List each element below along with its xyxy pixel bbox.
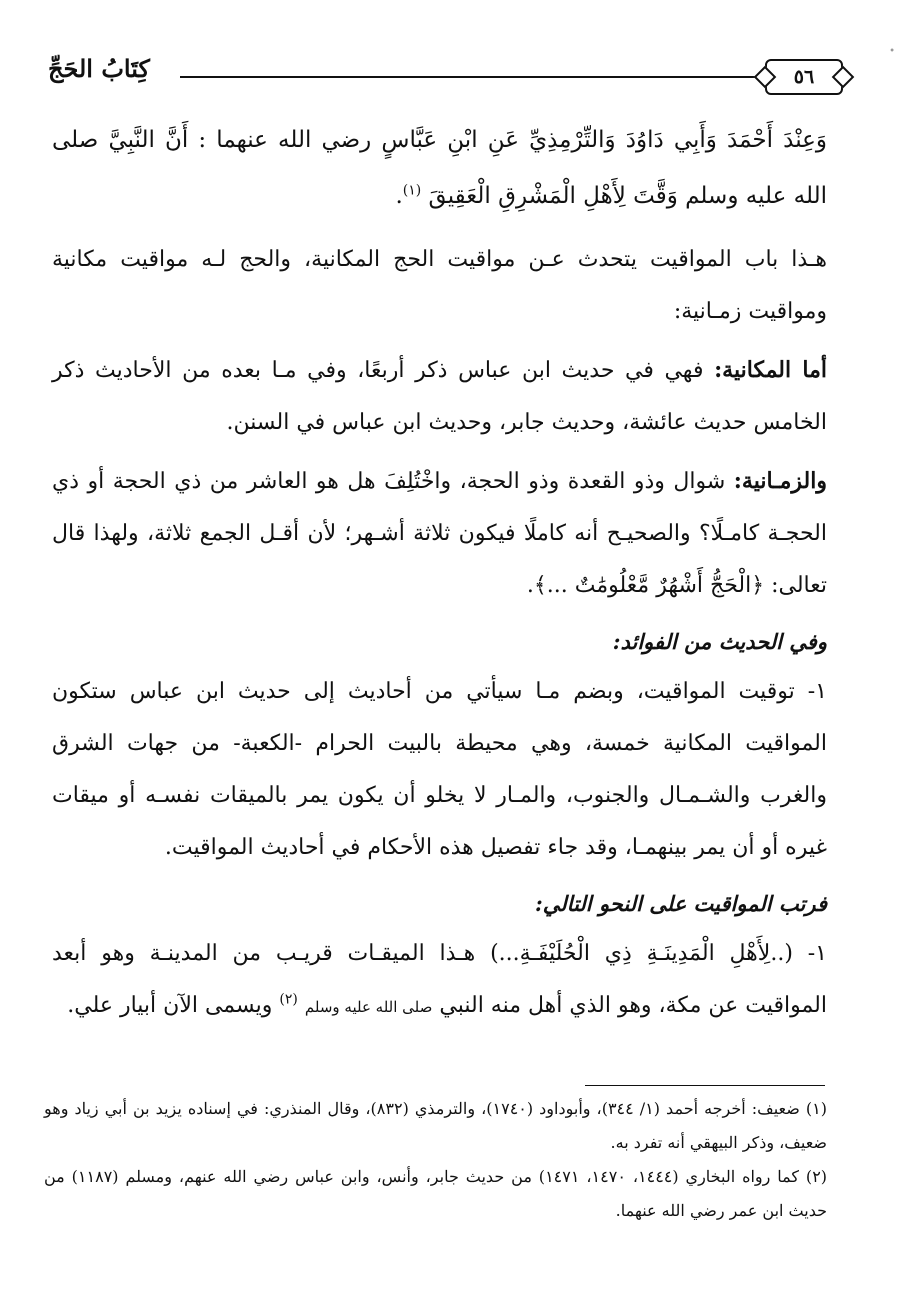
spatial-lead: أما المكانية:	[714, 357, 827, 383]
footnote-divider	[585, 1085, 825, 1086]
spatial-paragraph	[52, 344, 827, 449]
benefit-item-1: ١- توقيت المواقيت، وبضم مـا سيأتي من أحاديث إلى حديث ابن عباس ستكون المواقيت المكانية خمسة، وهي محيطة بالبيت الحرام -الكعبة- من جهات الشرق والغرب والشـمـال والجنوب، والمـار لا يخلو أن يكون يمر بالميقات نفسـه أو ميقات غيره أو أن يمر بينهمـا، وقد جاء تفصيل هذه الأحكام في أحاديث المواقيت.	[52, 679, 827, 860]
footnote-ref-2: (٢)	[279, 991, 298, 1008]
margin-dot: •	[889, 46, 895, 57]
order-item-1-text: ١- (..لِأَهْلِ الْمَدِينَـةِ ذِي الْحُلَيْفَـةِ...) هـذا الميقـات قريـب من المدينـة وهو أبعد المواقيت عن مكة، وهو الذي أهل منه النبي	[52, 941, 827, 1018]
temporal-lead: والزمـانية:	[733, 468, 827, 494]
hadith-text	[52, 112, 827, 224]
hadith-body: وَعِنْدَ أَحْمَدَ وَأَبِي دَاوُدَ وَالتِّرْمِذِيِّ عَنِ ابْنِ عَبَّاسٍ رضي الله عنهما : أَنَّ النَّبِيَّ صلى الله عليه وسلم وَقَّتَ لِأَهْلِ الْمَشْرِقِ الْعَقِيقَ	[52, 127, 827, 209]
temporal-paragraph	[52, 455, 827, 612]
benefits-heading: وفي الحديث من الفوائد:	[612, 629, 827, 654]
footnote-1: (١) ضعيف: أخرجه أحمد (١/ ٣٤٤)، وأبوداود (١٧٤٠)، والترمذي (٨٣٢)، وقال المنذري: في إسناده يزيد بن أبي زياد وهو ضعيف، وذكر البيهقي أنه تفرد به.	[44, 1099, 827, 1152]
hadith-end: .	[395, 183, 403, 209]
order-item-1	[52, 928, 827, 1033]
footnote-ref-1: (١)	[402, 182, 422, 199]
footnote-2: (٢) كما رواه البخاري (١٤٤٤، ١٤٧٠، ١٤٧١) من حديث جابر، وأنس، وابن عباس رضي الله عنهم، ومسلم (١١٨٧) من حديث ابن عمر رضي الله عنهما.	[44, 1167, 828, 1220]
page-header	[30, 48, 865, 108]
order-item-1-end: ويسمى الآن أبيار علي.	[67, 993, 273, 1018]
spatial-text: فهي في حديث ابن عباس ذكر أربعًا، وفي مـا بعده من الأحاديث ذكر الخامس حديث عائشة، وحديث جابر، وحديث ابن عباس في السنن.	[52, 358, 827, 435]
page-number: ٥٦	[765, 59, 843, 95]
book-title: كِتَابُ الحَجِّ	[48, 54, 150, 83]
order-heading: فرتب المواقيت على النحو التالي:	[535, 891, 827, 916]
temporal-text: شوال وذو القعدة وذو الحجة، واخْتُلِفَ هل هو العاشر من ذي الحجة أو ذي الحجـة كامـلًا؟ والصحيـح أنه كاملًا فيكون ثلاثة أشـهر؛ لأن أقـل الجمع ثلاثة، ولهذا قال تعالى: ﴿الْحَجُّ أَشْهُرٌ مَّعْلُومَٰتٌ ...﴾.	[52, 469, 827, 598]
main-text	[52, 112, 827, 1039]
salutation: صلى الله عليه وسلم	[304, 998, 433, 1016]
intro-paragraph: هـذا باب المواقيت يتحدث عـن مواقيت الحج المكانية، والحج لـه مواقيت مكانية ومواقيت زمـانية:	[52, 247, 827, 324]
header-rule	[180, 76, 755, 78]
footnotes	[44, 1092, 827, 1228]
